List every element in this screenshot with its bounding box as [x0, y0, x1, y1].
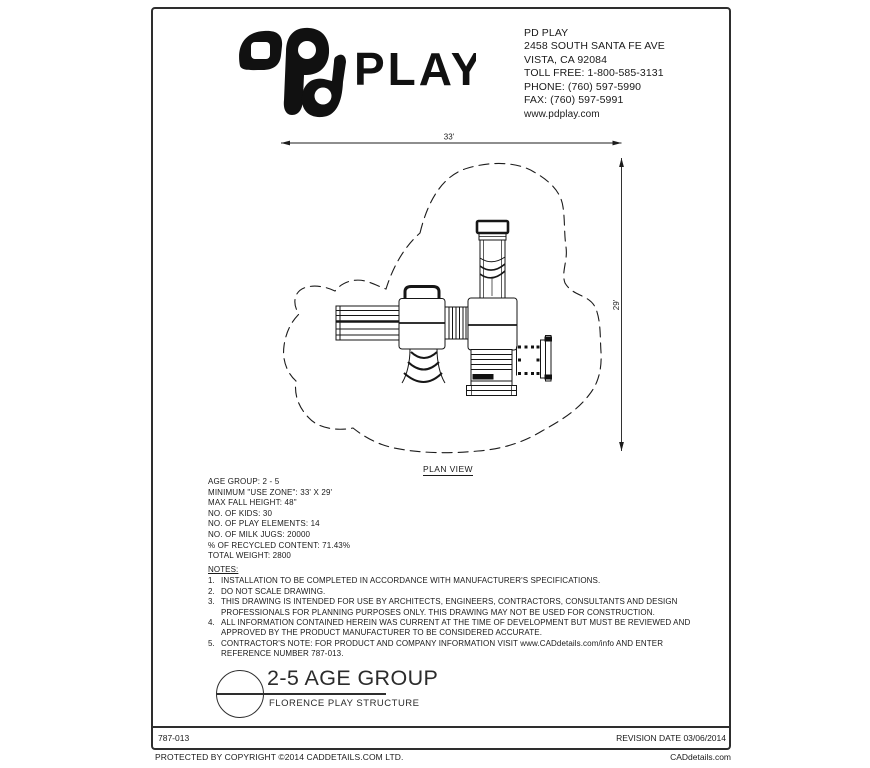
tower-slide: [477, 221, 508, 298]
notes-section: [208, 565, 710, 660]
stairs: [467, 350, 517, 396]
wave-slide: [402, 349, 445, 383]
footer-divider: [151, 726, 731, 728]
fax: FAX: (760) 597-5991: [524, 94, 624, 107]
side-panel: [517, 336, 553, 382]
copyright-text: PROTECTED BY COPYRIGHT ©2014 CADDETAILS.COM LTD.: [155, 752, 404, 762]
crawl-tube: [336, 306, 399, 340]
spec-use-zone: MINIMUM "USE ZONE": 33' X 29': [208, 487, 333, 497]
reference-number: 787-013: [158, 733, 190, 743]
notes-heading: NOTES:: [208, 565, 239, 574]
note-item-2: 2. DO NOT SCALE DRAWING.: [208, 586, 326, 596]
arch-handle: [405, 287, 439, 299]
ladder-flange: [546, 336, 552, 382]
revision-date: REVISION DATE 03/06/2014: [616, 733, 726, 743]
sheet-subtitle: FLORENCE PLAY STRUCTURE: [269, 698, 420, 709]
right-platform: [468, 298, 517, 350]
caddetails-site: CADdetails.com: [670, 752, 731, 762]
spec-recycled-content: % OF RECYCLED CONTENT: 71.43%: [208, 540, 351, 550]
phone: PHONE: (760) 597-5990: [524, 80, 642, 93]
spec-list: [208, 477, 350, 562]
sheet-title: 2-5 AGE GROUP: [267, 666, 439, 690]
bridge: [445, 307, 468, 339]
website: www.pdplay.com: [524, 109, 600, 121]
plan-view-drawing: [265, 128, 645, 466]
address-line2: VISTA, CA 92084: [524, 53, 608, 66]
note-item-1: 1. INSTALLATION TO BE COMPLETED IN ACCORDANCE WITH MANUFACTURER'S SPECIFICATIONS.: [208, 576, 601, 586]
title-block-line: [216, 693, 386, 695]
address-line1: 2458 SOUTH SANTA FE AVE: [524, 40, 665, 53]
logo-play-word: PLAY: [354, 43, 476, 95]
left-platform: [399, 287, 445, 350]
spec-play-elements: NO. OF PLAY ELEMENTS: 14: [208, 519, 320, 529]
spec-total-weight: TOTAL WEIGHT: 2800: [208, 551, 292, 561]
dim-height-label: 29': [612, 299, 621, 311]
note-item-5: 5. CONTRACTOR'S NOTE: FOR PRODUCT AND COMPANY INFORMATION VISIT www.CADdetails.com/info AND ENTER REFERENCE NUMBER 787-013.: [208, 638, 664, 659]
pd-play-logo: [236, 22, 476, 124]
spec-kids: NO. OF KIDS: 30: [208, 508, 273, 518]
note-item-4: 4. ALL INFORMATION CONTAINED HEREIN WAS CURRENT AT THE TIME OF DEVELOPMENT BUT MUST BE REVIEWED AND APPROVED BY THE PRODUCT MANUFACTURER TO BE CONSIDERED ACCURATE.: [208, 618, 691, 638]
dim-width-label: 33': [443, 132, 455, 142]
spec-age-group: AGE GROUP: 2 - 5: [208, 477, 280, 486]
spec-fall-height: MAX FALL HEIGHT: 48": [208, 498, 297, 508]
toll-free: TOLL FREE: 1-800-585-3131: [524, 67, 664, 80]
company-name: PD PLAY: [524, 27, 569, 39]
note-item-3: 3. THIS DRAWING IS INTENDED FOR USE BY ARCHITECTS, ENGINEERS, CONTRACTORS, CONSULTANTS AND DESIGN PROFESSIONALS FOR PLANNING PURPOSES ONLY. THIS DRAWING MAY NOT BE USED FOR CONSTRUCTION.: [208, 597, 678, 617]
play-structure: [336, 221, 552, 396]
spec-milk-jugs: NO. OF MILK JUGS: 20000: [208, 529, 311, 539]
ladder-post: [541, 340, 546, 378]
plan-caption: PLAN VIEW: [423, 464, 473, 474]
pd-logo-mark: [236, 22, 476, 124]
contact-block: [524, 27, 714, 122]
